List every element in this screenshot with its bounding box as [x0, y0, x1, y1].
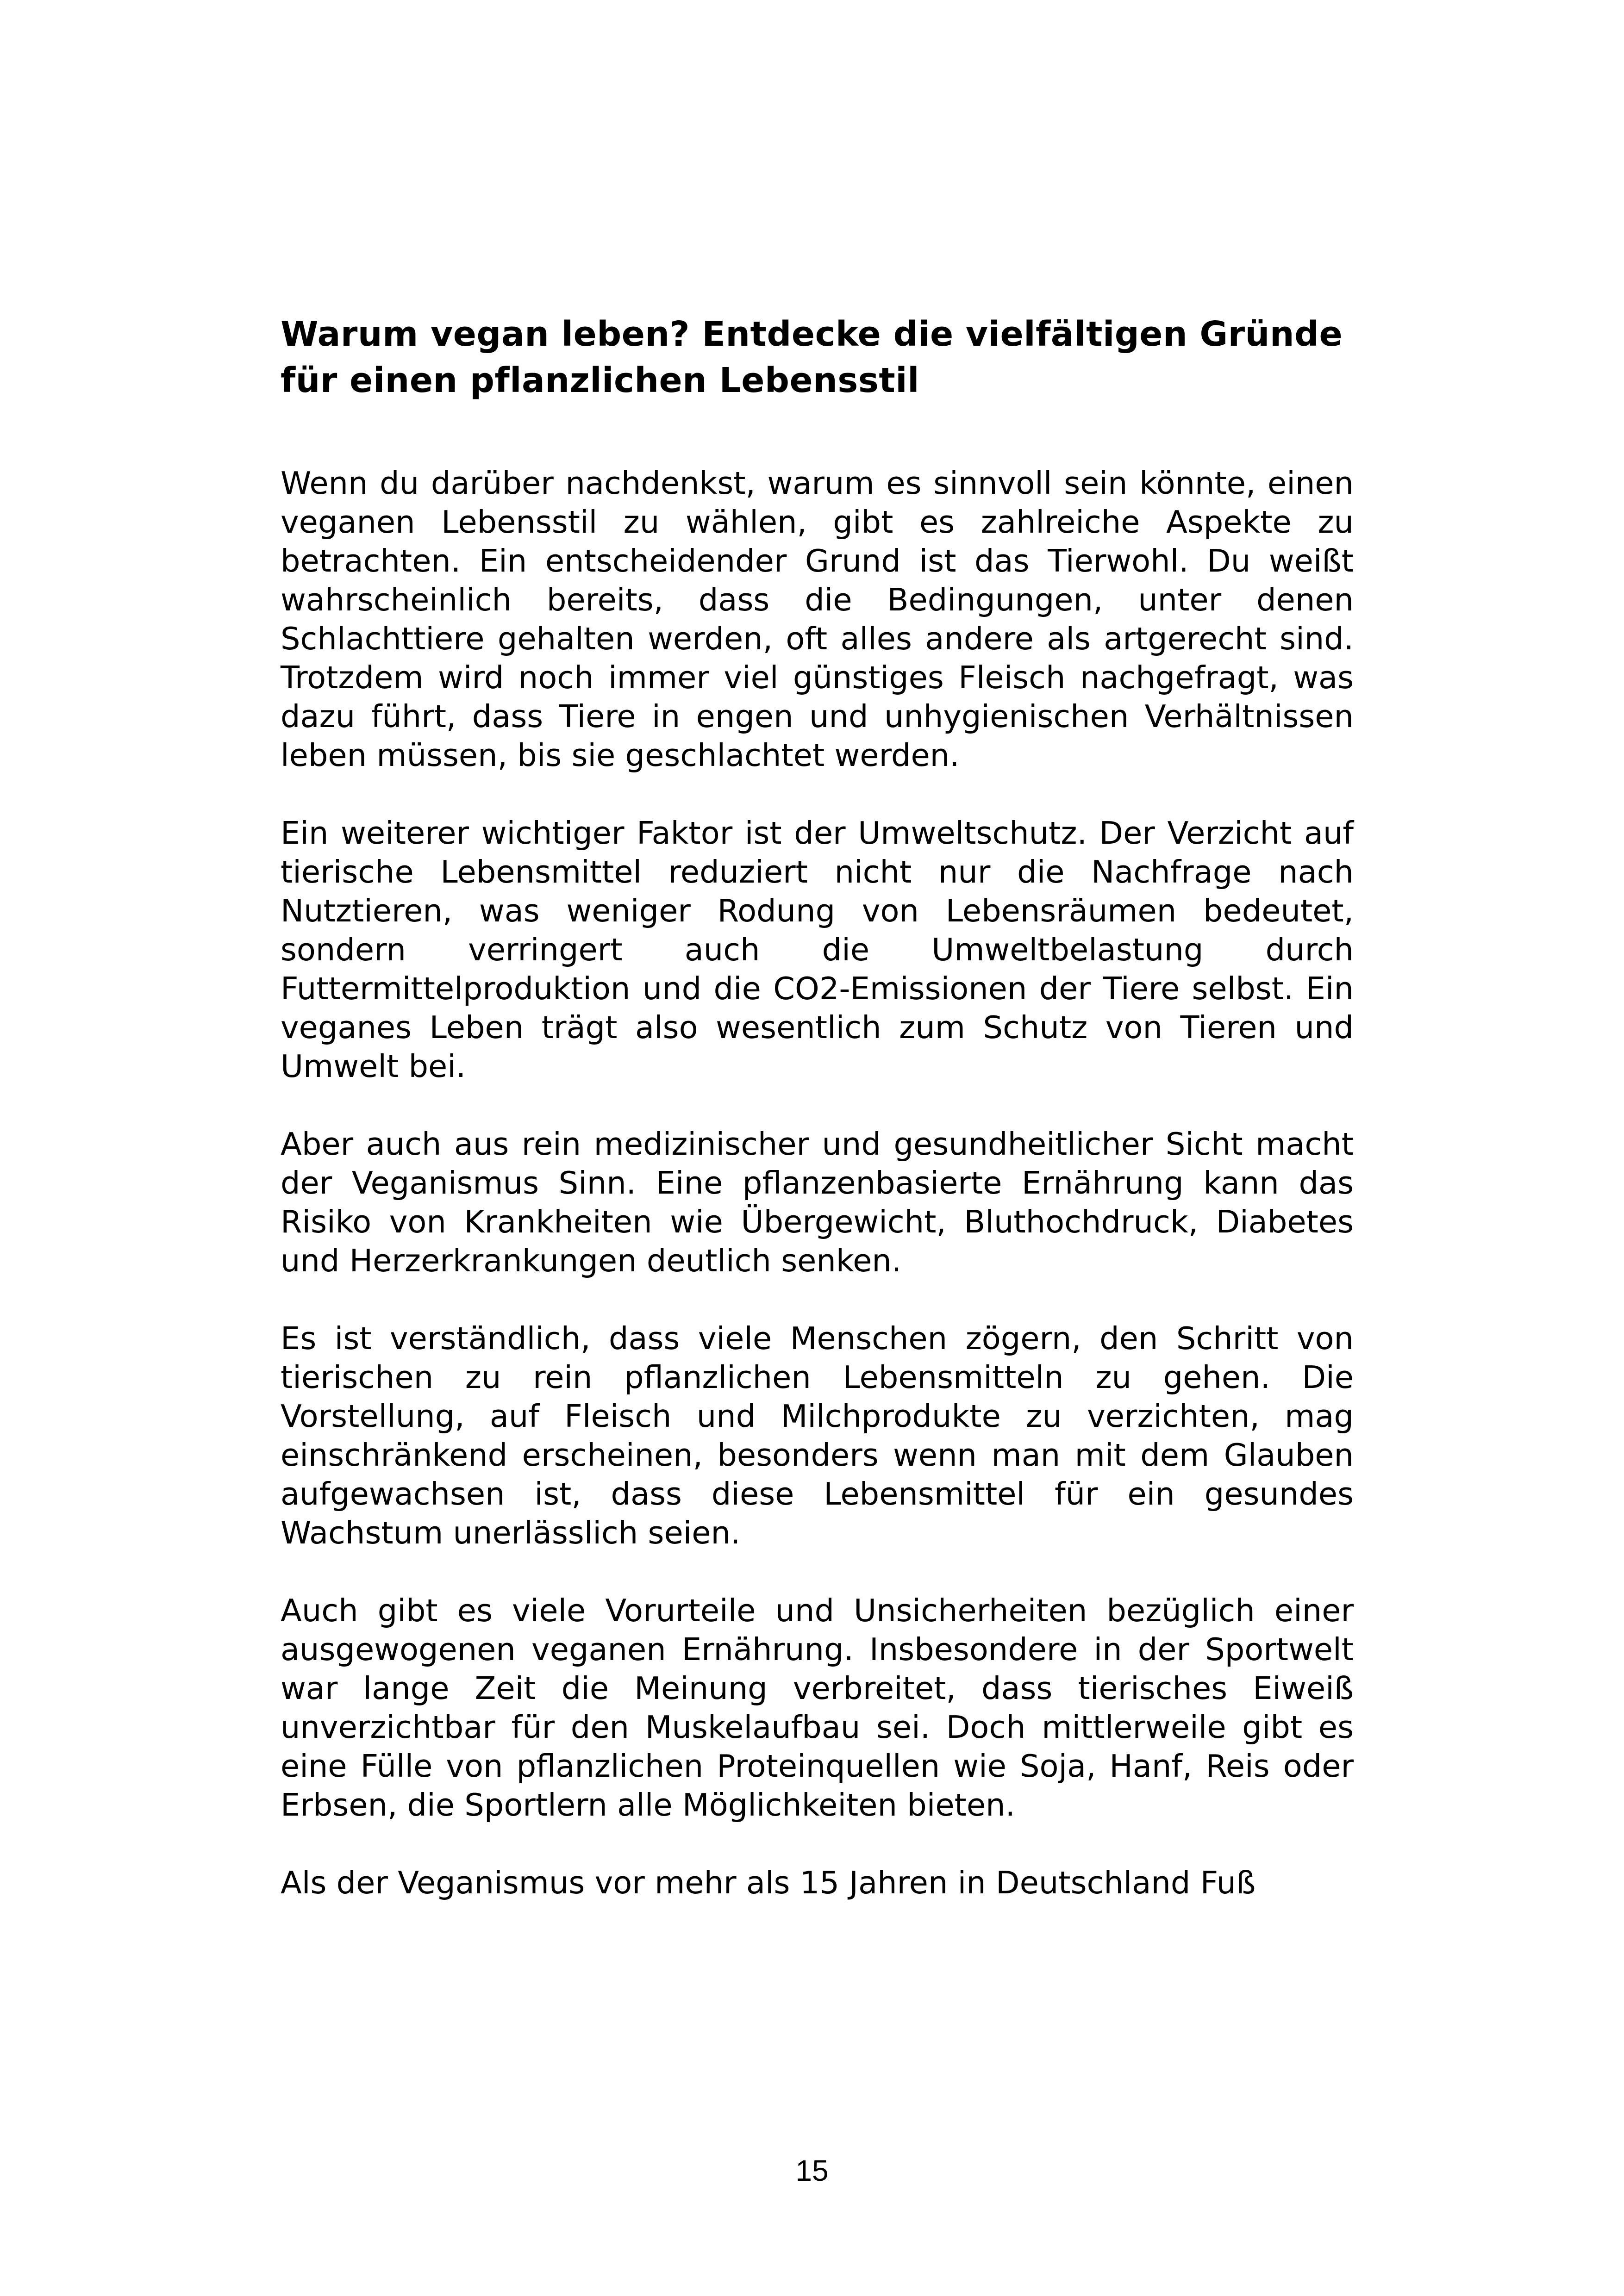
paragraph-5: Auch gibt es viele Vorurteile und Unsicherheiten bezüglich einer ausgewogenen veganen Ernährung. Insbesondere in der Sportwelt war lange Zeit die Meinung verbreitet, dass tierisches Eiweiß unverzichtbar für den Muskelaufbau sei. Doch mittlerweile gibt es eine Fülle von pflanzlichen Proteinquellen wie Soja, Hanf, Reis oder Erbsen, die Sportlern alle Möglichkeiten bieten. [281, 1593, 1354, 1823]
paragraph-2: Ein weiterer wichtiger Faktor ist der Umweltschutz. Der Verzicht auf tierische Lebensmittel reduziert nicht nur die Nachfrage nach Nutztieren, was weniger Rodung von Lebensräumen bedeutet, sondern verringert auch die Umweltbelastung durch Futtermittelproduktion und die CO2-Emissionen der Tiere selbst. Ein veganes Leben trägt also wesentlich zum Schutz von Tieren und Umwelt bei. [281, 815, 1354, 1084]
page-title: Warum vegan leben? Entdecke die vielfältigen Gründe für einen pflanzlichen Lebensstil [281, 314, 1343, 400]
page-content [281, 311, 1354, 1902]
paragraph-1: Wenn du darüber nachdenkst, warum es sinnvoll sein könnte, einen veganen Lebensstil zu wählen, gibt es zahlreiche Aspekte zu betrachten. Ein entscheidender Grund ist das Tierwohl. Du weißt wahrscheinlich bereits, dass die Bedingungen, unter denen Schlachttiere gehalten werden, oft alles andere als artgerecht sind. Trotzdem wird noch immer viel günstiges Fleisch nachgefragt, was dazu führt, dass Tiere in engen und unhygienischen Verhältnissen leben müssen, bis sie geschlachtet werden. [281, 465, 1354, 773]
paragraph-4: Es ist verständlich, dass viele Menschen zögern, den Schritt von tierischen zu rein pflanzlichen Lebensmitteln zu gehen. Die Vorstellung, auf Fleisch und Milchprodukte zu verzichten, mag einschränkend erscheinen, besonders wenn man mit dem Glauben aufgewachsen ist, dass diese Lebensmittel für ein gesundes Wachstum unerlässlich seien. [281, 1320, 1354, 1551]
page-number: 15 [795, 2154, 829, 2187]
body-text [281, 464, 1354, 1902]
paragraph-6: Als der Veganismus vor mehr als 15 Jahren in Deutschland Fuß [281, 1865, 1256, 1901]
paragraph-3: Aber auch aus rein medizinischer und gesundheitlicher Sicht macht der Veganismus Sinn. Eine pflanzenbasierte Ernährung kann das Risiko von Krankheiten wie Übergewicht, Bluthochdruck, Diabetes und Herzerkrankungen deutlich senken. [281, 1126, 1354, 1279]
